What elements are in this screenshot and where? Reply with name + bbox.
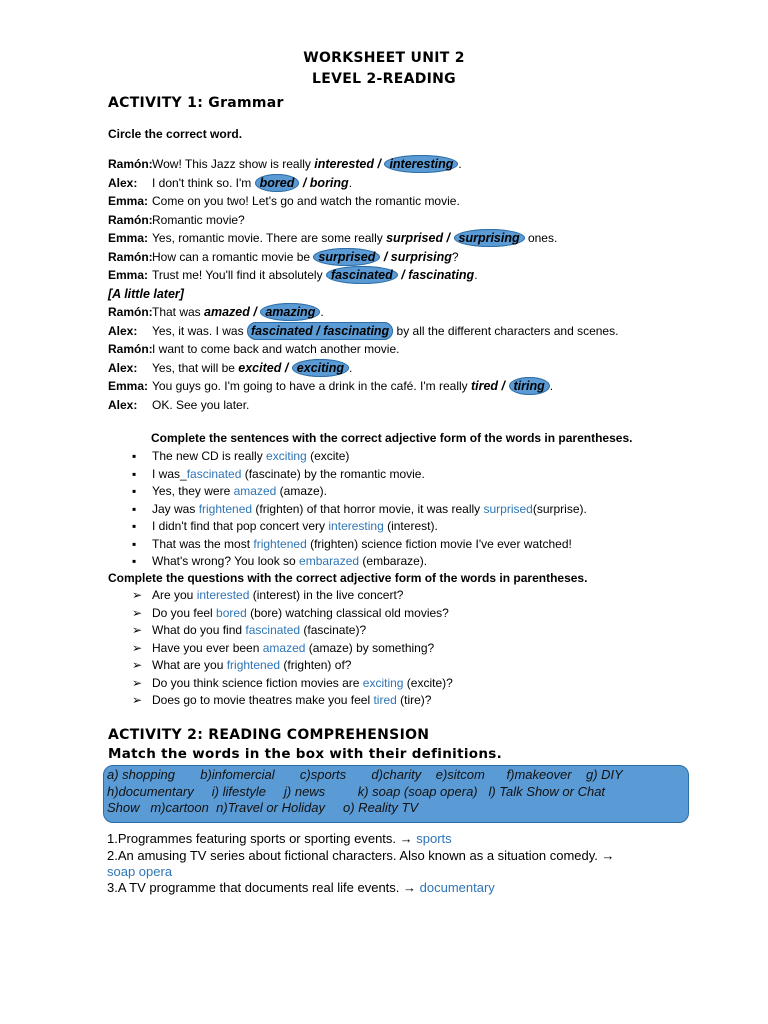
definition-line (107, 864, 172, 879)
arrow-bullet-icon: ➢ (132, 640, 143, 655)
dialogue-line (108, 398, 249, 412)
answer: amazed (233, 484, 277, 498)
circled-answer (247, 322, 393, 340)
bullet-icon: ▪ (132, 466, 137, 481)
option-2: surprising (390, 249, 452, 264)
line-end: ? (451, 249, 459, 264)
question-text: (frighten) of? (280, 658, 352, 672)
line-end: . (549, 379, 554, 393)
option-1: surprised (313, 248, 380, 266)
word-box-line: Show m)cartoon n)Travel or Holiday o) Reality TV (107, 800, 419, 815)
instruction-match: Match the words in the box with their definitions. (108, 746, 502, 762)
speaker-label: Ramón: (108, 305, 153, 319)
line-text: I want to come back and watch another movie. (152, 342, 400, 356)
sentence-text: Yes, they were (152, 484, 234, 498)
sentence-text: (surprise). (532, 501, 587, 516)
sentence-item (152, 537, 572, 551)
question-text: (fascinate)? (300, 623, 367, 637)
instruction-circle: Circle the correct word. (108, 127, 243, 141)
speaker-label: Ramón: (108, 342, 153, 356)
sentence-text: That was the most (152, 536, 254, 551)
option-separator: / (443, 231, 454, 245)
bullet-icon: ▪ (132, 484, 137, 498)
option-1: surprised (386, 231, 444, 245)
definition-line (107, 831, 452, 846)
sentence-text: (embaraze). (359, 554, 428, 568)
option-2: exciting (292, 359, 349, 377)
dialogue-line (108, 379, 553, 393)
line-end: ones. (524, 231, 558, 245)
sentence-text: (excite) (306, 449, 350, 463)
sentence-text: (fascinate) by the romantic movie. (241, 466, 425, 481)
answer: tired (373, 693, 397, 707)
answer: bored (216, 605, 247, 620)
option-1: fascinated (326, 266, 398, 284)
question-item (152, 641, 434, 655)
question-text: Do you think science fiction movies are (152, 675, 363, 690)
answer: soap opera (107, 864, 173, 879)
arrow-bullet-icon: ➢ (132, 675, 143, 690)
sentence-item (152, 554, 427, 568)
dialogue-line (108, 268, 478, 282)
line-end: . (349, 360, 353, 375)
dialogue-line (108, 231, 557, 245)
line-text: I don't think so. I'm (152, 175, 255, 190)
question-item (152, 588, 403, 602)
bullet-icon: ▪ (132, 519, 137, 533)
option-1: excited (238, 360, 282, 375)
dialogue-line (108, 176, 352, 190)
answer: exciting (362, 675, 404, 690)
bullet-icon: ▪ (132, 449, 137, 463)
line-text: How can a romantic movie be (152, 249, 314, 264)
answer: frightened (253, 536, 307, 551)
option-2: surprising (454, 229, 525, 247)
speaker-label: Emma: (108, 379, 149, 393)
worksheet-title: WORKSHEET UNIT 2 (303, 50, 465, 66)
bullet-icon: ▪ (132, 536, 137, 551)
dialogue-line (108, 194, 460, 208)
sentence-item (152, 484, 327, 498)
option-2: fascinating (408, 268, 475, 282)
instruction-complete-questions: Complete the questions with the correct adjective form of the words in parentheses. (108, 571, 588, 585)
sentence-item (152, 467, 425, 481)
line-text: You guys go. I'm going to have a drink in the café. I'm really (152, 379, 471, 393)
option-2: tiring (509, 377, 550, 395)
speaker-label: Emma: (108, 268, 149, 282)
question-text: (interest) in the live concert? (249, 588, 404, 602)
line-end: . (474, 268, 478, 282)
line-text: OK. See you later. (152, 397, 250, 412)
dialogue-line (108, 157, 462, 171)
speaker-label: Alex: (108, 323, 138, 338)
line-text: Come on you two! Let's go and watch the romantic movie. (152, 194, 460, 208)
answer: frightened (226, 658, 281, 672)
word-box-line: h)documentary i) lifestyle j) news k) soap (soap opera) l) Talk Show or Chat (107, 783, 606, 799)
line-text: Romantic movie? (152, 212, 245, 227)
speaker-label: Alex: (108, 360, 138, 375)
sentence-text: (frighten) of that horror movie, it was really (252, 501, 484, 516)
speaker-label: Alex: (108, 397, 138, 412)
question-text: What do you find (152, 623, 246, 637)
word-box-line: a) shopping b)infomercial c)sports d)charity e)sitcom f)makeover g) DIY (107, 767, 623, 782)
option-separator: / (374, 157, 385, 171)
dialogue-line (108, 250, 459, 264)
answer: frightened (198, 501, 253, 516)
speaker-label: Emma: (108, 231, 149, 245)
definition-line (107, 880, 495, 895)
sentence-text: Jay was (152, 501, 199, 516)
option-separator: / (380, 249, 391, 264)
question-text: (bore) watching classical old movies? (246, 605, 449, 620)
sentence-text: I was_ (152, 466, 187, 481)
question-item (152, 676, 453, 690)
line-end: by all the different characters and scenes. (393, 323, 619, 338)
sentence-text: I didn't find that pop concert very (152, 519, 329, 533)
line-text: Trust me! You'll find it absolutely (152, 268, 326, 282)
activity1-heading: ACTIVITY 1: Grammar (108, 95, 284, 111)
level-title: LEVEL 2-READING (312, 71, 456, 87)
line-text: Yes, that will be (152, 360, 239, 375)
question-item (152, 693, 431, 707)
instruction-complete-sentences: Complete the sentences with the correct adjective form of the words in parentheses. (151, 431, 633, 445)
definition-text: 2.An amusing TV series about fictional characters. Also known as a situation comedy. → (107, 848, 615, 863)
dialogue-line (108, 361, 352, 375)
arrow-bullet-icon: ➢ (132, 658, 143, 672)
question-item (152, 623, 366, 637)
sentence-text: The new CD is really (152, 449, 267, 463)
answer: surprised (483, 501, 533, 516)
line-end: . (348, 175, 353, 190)
question-item (152, 658, 351, 672)
arrow-bullet-icon: ➢ (132, 605, 143, 620)
dialogue-line (108, 324, 618, 338)
bullet-icon: ▪ (132, 554, 137, 568)
answer: documentary (419, 880, 495, 895)
answer: fascinated (186, 466, 242, 481)
question-text: Does go to movie theatres make you feel (152, 693, 374, 707)
sentence-text: (frighten) science fiction movie I've ever watched! (306, 536, 572, 551)
option-2: amazing (260, 303, 320, 321)
option-1: bored (255, 174, 300, 192)
option-1: interested (314, 157, 375, 171)
option-1: tired (470, 379, 499, 393)
line-end: . (320, 305, 324, 319)
speaker-label: Emma: (108, 194, 149, 208)
line-text: Yes, it was. I was (152, 323, 247, 338)
question-text: Do you feel (152, 605, 217, 620)
speaker-label: Ramón: (108, 212, 153, 227)
option-separator: / (281, 360, 292, 375)
dialogue-line (108, 213, 245, 227)
question-text: (excite)? (403, 675, 453, 690)
scene-note: [A little later] (108, 286, 184, 301)
sentence-item (152, 519, 438, 533)
option-1: amazed (204, 305, 250, 319)
option-separator: / (312, 323, 324, 338)
option-2: fascinating (323, 323, 390, 338)
speaker-label: Alex: (108, 175, 138, 190)
option-separator: / (498, 379, 509, 393)
arrow-bullet-icon: ➢ (132, 588, 143, 602)
question-text: Have you ever been (152, 640, 263, 655)
sentence-text: (amaze). (276, 484, 327, 498)
option-2: boring (309, 175, 349, 190)
answer: fascinated (245, 623, 301, 637)
line-text: That was (152, 305, 205, 319)
arrow-bullet-icon: ➢ (132, 623, 143, 637)
answer: embarazed (299, 554, 360, 568)
bullet-icon: ▪ (132, 501, 137, 516)
answer: sports (416, 831, 452, 846)
arrow-bullet-icon: ➢ (132, 693, 143, 707)
question-text: Are you (152, 588, 197, 602)
option-separator: / (249, 305, 261, 319)
option-2: interesting (384, 155, 458, 173)
speaker-label: Ramón: (108, 249, 153, 264)
option-1: fascinated (250, 323, 313, 338)
sentence-text: (interest). (383, 519, 438, 533)
sentence-item (152, 449, 349, 463)
line-text: Yes, romantic movie. There are some really (152, 231, 387, 245)
question-item (152, 606, 449, 620)
question-text: (amaze) by something? (305, 640, 435, 655)
definition-text: 1.Programmes featuring sports or sporting events. → (107, 831, 417, 846)
dialogue-line (108, 305, 324, 319)
line-end: . (458, 157, 462, 171)
answer: interesting (328, 519, 384, 533)
dialogue-line (108, 342, 399, 356)
answer: amazed (262, 640, 306, 655)
question-text: What are you (152, 658, 227, 672)
activity2-heading: ACTIVITY 2: READING COMPREHENSION (108, 727, 430, 743)
option-separator: / (299, 175, 310, 190)
option-separator: / (397, 268, 409, 282)
sentence-text: What's wrong? You look so (152, 554, 300, 568)
definition-line (107, 848, 615, 863)
question-text: (tire)? (396, 693, 432, 707)
definition-text: 3.A TV programme that documents real life events. → (107, 880, 420, 895)
speaker-label: Ramón: (108, 157, 153, 171)
sentence-item (152, 502, 587, 516)
answer: exciting (266, 449, 307, 463)
answer: interested (196, 588, 250, 602)
line-text: Wow! This Jazz show is really (152, 157, 315, 171)
